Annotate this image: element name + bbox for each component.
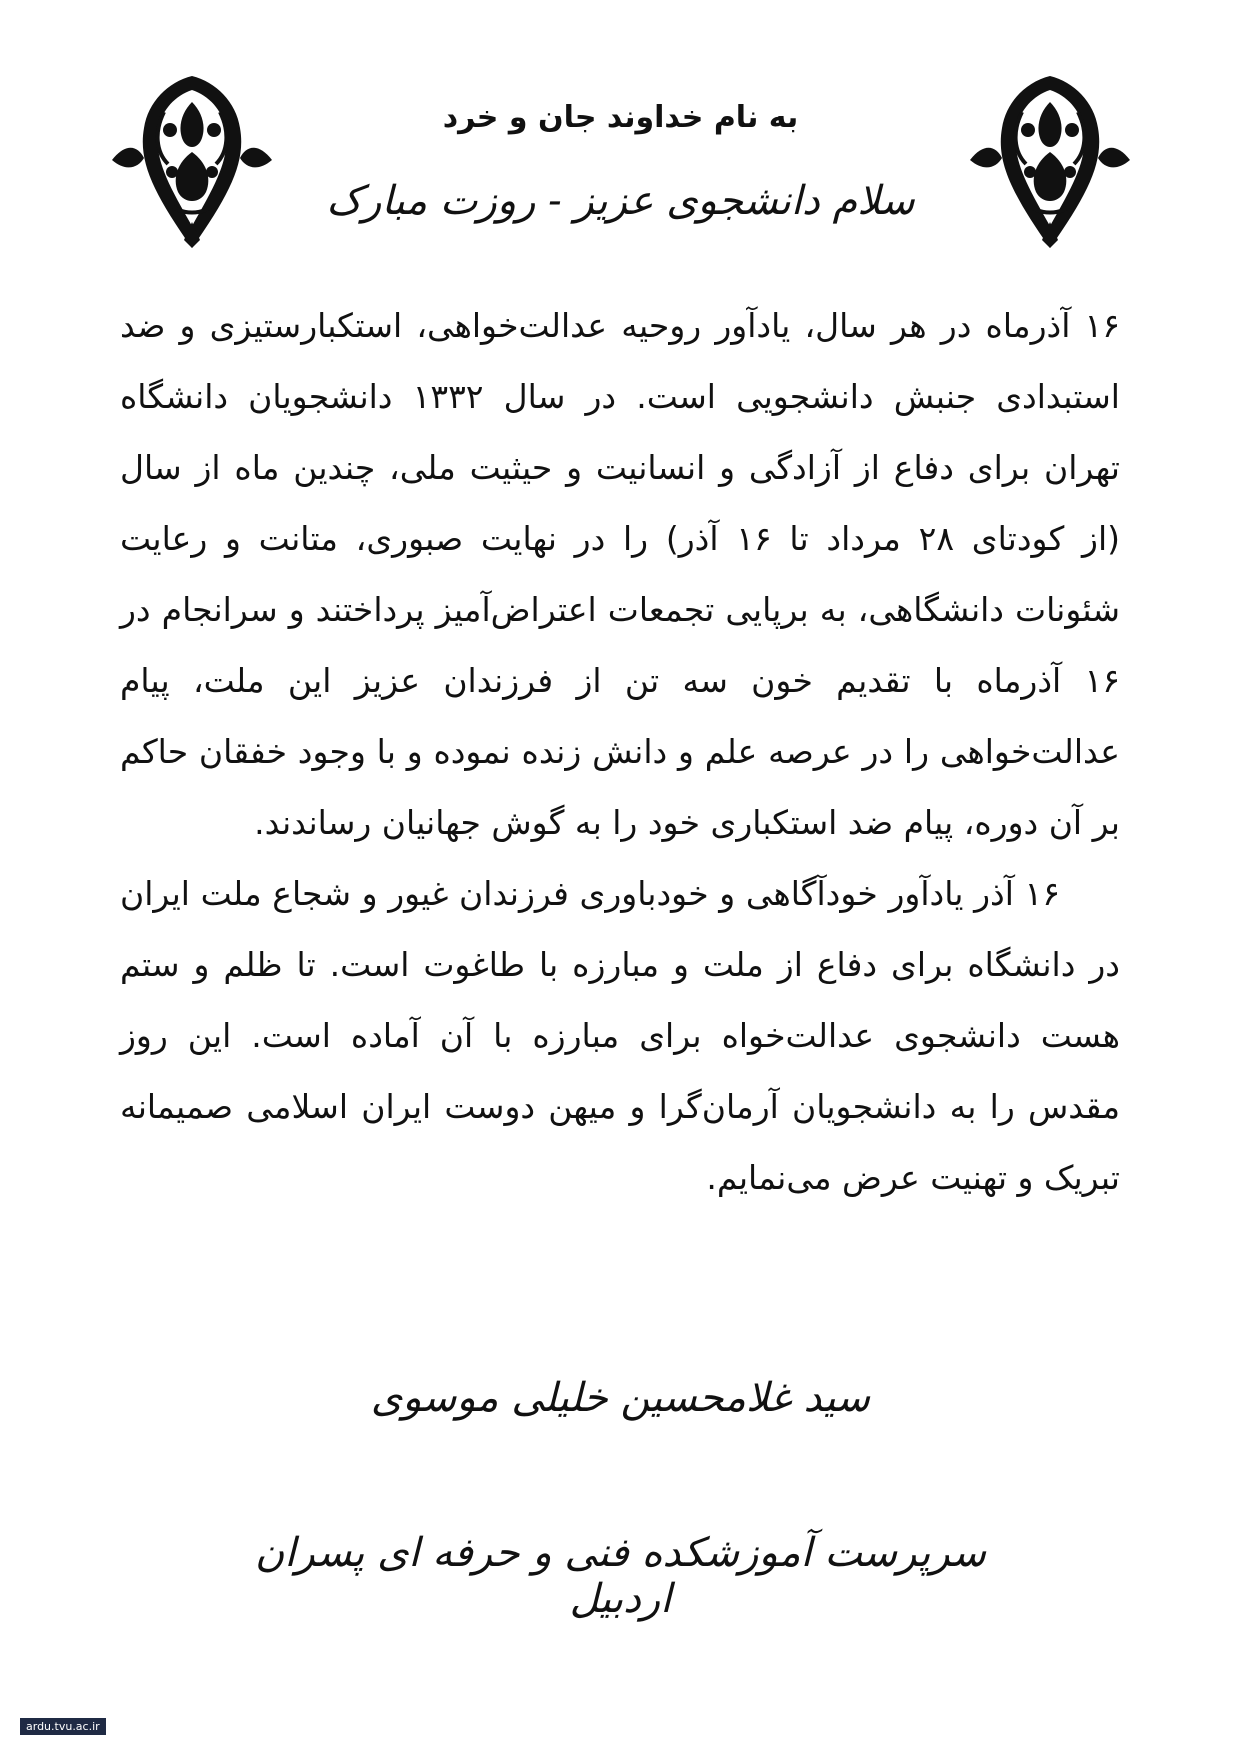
letter-body	[120, 290, 1120, 1213]
letter-paragraph-1: ۱۶ آذرماه در هر سال، یادآور روحیه عدالت‌خواهی، استکبارستیزی و ضد استبدادی جنبش دانشجویی است. در سال ۱۳۳۲ دانشجویان دانشگاه تهران برای دفاع از آزادگی و انسانیت و حیثیت ملی، چندین ماه از سال (از کودتای ۲۸ مرداد تا ۱۶ آذر) را در نهایت صبوری، متانت و رعایت شئونات دانشگاهی، به برپایی تجمعات اعتراض‌آمیز پرداختند و سرانجام در ۱۶ آذرماه با تقدیم خون سه تن از فرزندان عزیز این ملت، پیام عدالت‌خواهی را در عرصه علم و دانش زنده نموده و با وجود خفقان حاکم بر آن دوره، پیام ضد استکباری خود را به گوش جهانیان رساندند.	[120, 306, 1121, 842]
site-watermark: ardu.tvu.ac.ir	[20, 1718, 106, 1735]
letter-paragraph-2: ۱۶ آذر یادآور خودآگاهی و خودباوری فرزندان غیور و شجاع ملت ایران در دانشگاه برای دفاع از ملت و مبارزه با طاغوت است. تا ظلم و ستم هست دانشجوی عدالت‌خواه برای مبارزه با آن آماده است. این روز مقدس را به دانشجویان آرمان‌گرا و میهن دوست ایران اسلامی صمیمانه تبریک و تهنیت عرض می‌نمایم.	[120, 874, 1120, 1197]
signature-title: سرپرست آموزشکده فنی و حرفه ای پسران اردبیل	[255, 1530, 986, 1622]
arabesque-ornament-left-icon	[108, 72, 276, 252]
signature-name: سید غلامحسین خلیلی موسوی	[370, 1375, 871, 1421]
greeting-subtitle: سلام دانشجوی عزیز - روزت مبارک	[326, 178, 915, 224]
page-heading: به نام خداوند جان و خرد	[442, 100, 799, 135]
arabesque-ornament-right-icon	[966, 72, 1134, 252]
